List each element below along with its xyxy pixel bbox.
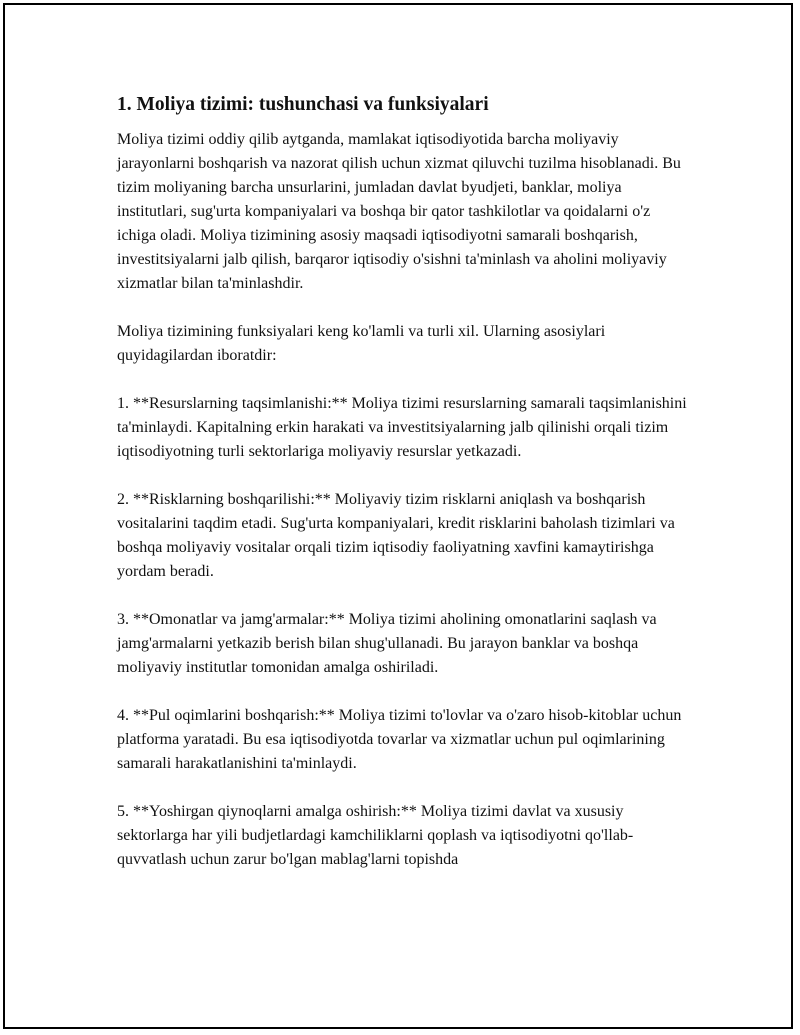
paragraph-function-1: 1. **Resurslarning taqsimlanishi:** Moliya tizimi resurslarning samarali taqsimlanishini ta'minlaydi. Kapitalning erkin harakati va investitsiyalarning jalb qilinishi orqali tizim iqtisodiyotning turli sektorlariga moliyaviy resurslar yetkazadi. bbox=[117, 395, 687, 460]
paragraph-function-5: 5. **Yoshirgan qiynoqlarni amalga oshirish:** Moliya tizimi davlat va xususiy sektorlarga har yili budjetlardagi kamchiliklarni qoplash va iqtisodiyotni qo'llab-quvvatlash uchun zarur bo'lgan mablag'larni topishda bbox=[117, 803, 634, 868]
paragraph-function-2: 2. **Risklarning boshqarilishi:** Moliyaviy tizim risklarni aniqlash va boshqarish vositalarini taqdim etadi. Sug'urta kompaniyalari, kredit risklarini baholash tizimlari va boshqa moliyaviy vositalar orqali tizim iqtisodiy faoliyatning xavfini kamaytirishga yordam beradi. bbox=[117, 491, 675, 580]
paragraph-function-4: 4. **Pul oqimlarini boshqarish:** Moliya tizimi to'lovlar va o'zaro hisob-kitoblar uchun platforma yaratadi. Bu esa iqtisodiyotda tovarlar va xizmatlar uchun pul oqimlarining samarali harakatlanishini ta'minlaydi. bbox=[117, 707, 682, 772]
paragraph-functions-intro: Moliya tizimining funksiyalari keng ko'lamli va turli xil. Ularning asosiylari quyidagilardan iboratdir: bbox=[117, 323, 606, 364]
document-body bbox=[117, 92, 692, 896]
paragraph-intro: Moliya tizimi oddiy qilib aytganda, mamlakat iqtisodiyotida barcha moliyaviy jarayonlarni boshqarish va nazorat qilish uchun xizmat qiluvchi tuzilma hisoblanadi. Bu tizim moliyaning barcha unsurlarini, jumladan davlat byudjeti, banklar, moliya institutlari, sug'urta kompaniyalari va boshqa bir qator tashkilotlar va qoidalarni o'z ichiga oladi. Moliya tizimining asosiy maqsadi iqtisodiyotni samarali boshqarish, investitsiyalarni jalb qilish, barqaror iqtisodiy o'sishni ta'minlash va aholini moliyaviy xizmatlar bilan ta'minlashdir. bbox=[117, 131, 681, 292]
paragraph-function-3: 3. **Omonatlar va jamg'armalar:** Moliya tizimi aholining omonatlarini saqlash va jamg'armalarni yetkazib berish bilan shug'ullanadi. Bu jarayon banklar va boshqa moliyaviy institutlar tomonidan amalga oshiriladi. bbox=[117, 611, 657, 676]
section-heading: 1. Moliya tizimi: tushunchasi va funksiyalari bbox=[117, 94, 489, 115]
